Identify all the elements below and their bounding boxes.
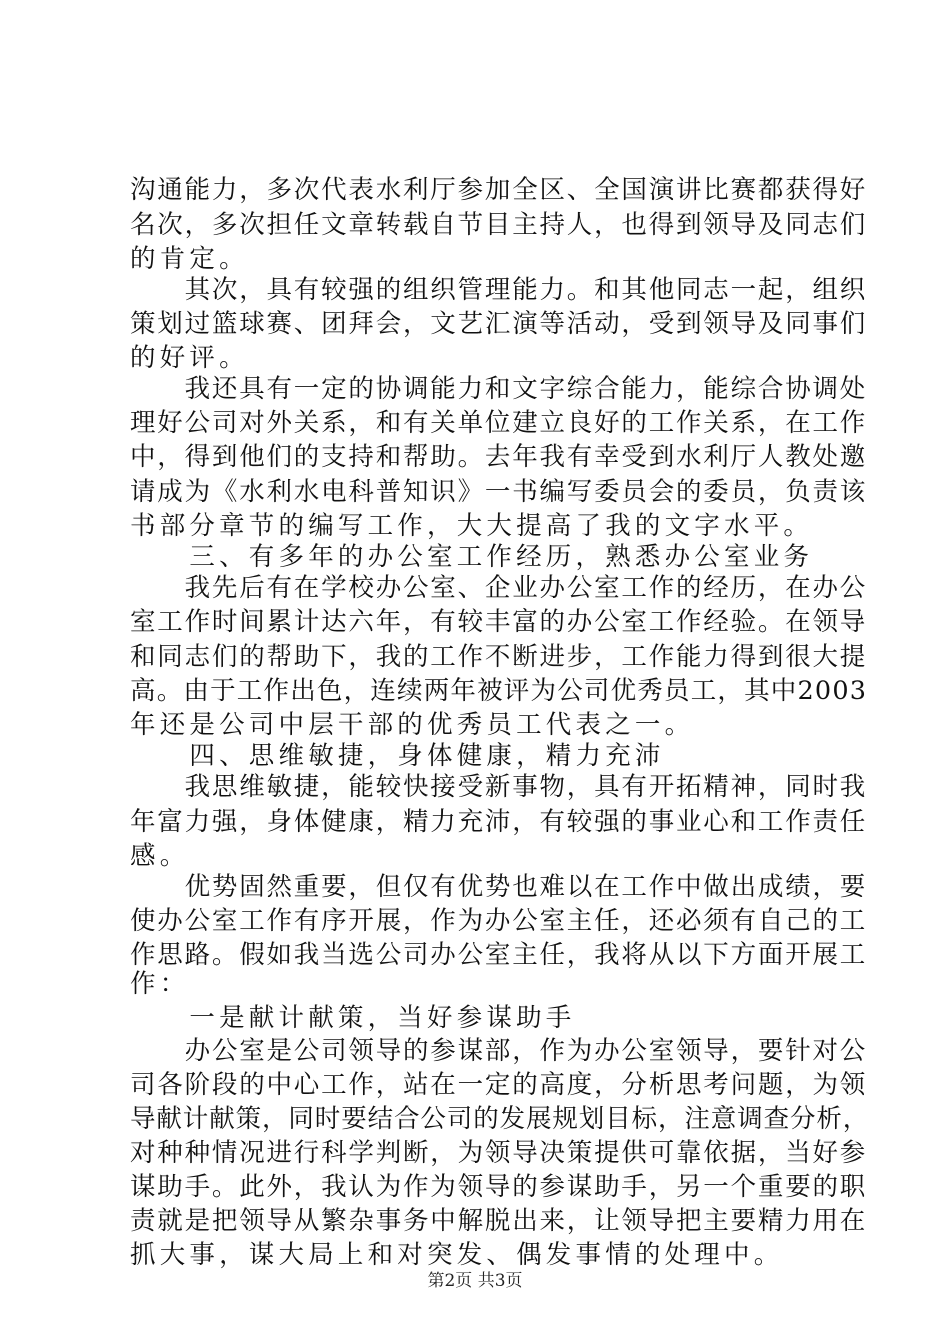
body-line: 谋助手。此外，我认为作为领导的参谋助手，另一个重要的职 bbox=[130, 1172, 868, 1202]
body-line: 沟通能力，多次代表水利厅参加全区、全国演讲比赛都获得好 bbox=[130, 175, 868, 205]
body-line: 我还具有一定的协调能力和文字综合能力，能综合协调处 bbox=[130, 374, 868, 404]
section-heading: 四、思维敏捷，身体健康，精力充沛 bbox=[130, 741, 665, 771]
body-line: 我先后有在学校办公室、企业办公室工作的经历，在办公 bbox=[130, 573, 868, 603]
body-line: 请成为《水利水电科普知识》一书编写委员会的委员，负责该 bbox=[130, 477, 868, 507]
body-line: 和同志们的帮助下，我的工作不断进步，工作能力得到很大提 bbox=[130, 642, 868, 672]
body-line: 导献计献策，同时要结合公司的发展规划目标，注意调查分析， bbox=[130, 1104, 870, 1134]
body-line: 理好公司对外关系，和有关单位建立良好的工作关系，在工作 bbox=[130, 408, 868, 438]
body-line: 年还是公司中层干部的优秀员工代表之一。 bbox=[130, 710, 695, 740]
body-line: 感。 bbox=[130, 841, 190, 871]
body-line: 的肯定。 bbox=[130, 244, 249, 274]
body-line: 我思维敏捷，能较快接受新事物，具有开拓精神，同时我 bbox=[130, 772, 868, 802]
section-heading: 一是献计献策，当好参谋助手 bbox=[130, 1003, 576, 1033]
body-line: 年富力强，身体健康，精力充沛，有较强的事业心和工作责任 bbox=[130, 807, 868, 837]
section-heading: 三、有多年的办公室工作经历，熟悉办公室业务 bbox=[130, 542, 814, 572]
body-line: 对种种情况进行科学判断，为领导决策提供可靠依据，当好参 bbox=[130, 1138, 868, 1168]
body-line: 作： bbox=[130, 969, 190, 999]
body-line: 的好评。 bbox=[130, 343, 249, 373]
body-line: 优势固然重要，但仅有优势也难以在工作中做出成绩，要 bbox=[130, 872, 868, 902]
body-line: 名次，多次担任文章转载自节目主持人，也得到领导及同志们 bbox=[130, 210, 868, 240]
body-line: 策划过篮球赛、团拜会，文艺汇演等活动，受到领导及同事们 bbox=[130, 309, 868, 339]
body-line: 书部分章节的编写工作，大大提高了我的文字水平。 bbox=[130, 511, 814, 541]
body-line: 其次，具有较强的组织管理能力。和其他同志一起，组织 bbox=[130, 275, 868, 305]
body-line: 中，得到他们的支持和帮助。去年我有幸受到水利厅人教处邀 bbox=[130, 442, 868, 472]
body-line: 责就是把领导从繁杂事务中解脱出来，让领导把主要精力用在 bbox=[130, 1206, 868, 1236]
body-line: 办公室是公司领导的参谋部，作为办公室领导，要针对公 bbox=[130, 1036, 868, 1066]
body-line: 使办公室工作有序开展，作为办公室主任，还必须有自己的工 bbox=[130, 906, 868, 936]
page-footer: 第2页 共3页 bbox=[427, 1271, 523, 1291]
body-line: 高。由于工作出色，连续两年被评为公司优秀员工，其中2003 bbox=[130, 676, 868, 706]
body-line: 司各阶段的中心工作，站在一定的高度，分析思考问题，为领 bbox=[130, 1070, 868, 1100]
body-line: 抓大事，谋大局上和对突发、偶发事情的处理中。 bbox=[130, 1240, 784, 1270]
body-line: 作思路。假如我当选公司办公室主任，我将从以下方面开展工 bbox=[130, 940, 868, 970]
body-line: 室工作时间累计达六年，有较丰富的办公室工作经验。在领导 bbox=[130, 607, 868, 637]
